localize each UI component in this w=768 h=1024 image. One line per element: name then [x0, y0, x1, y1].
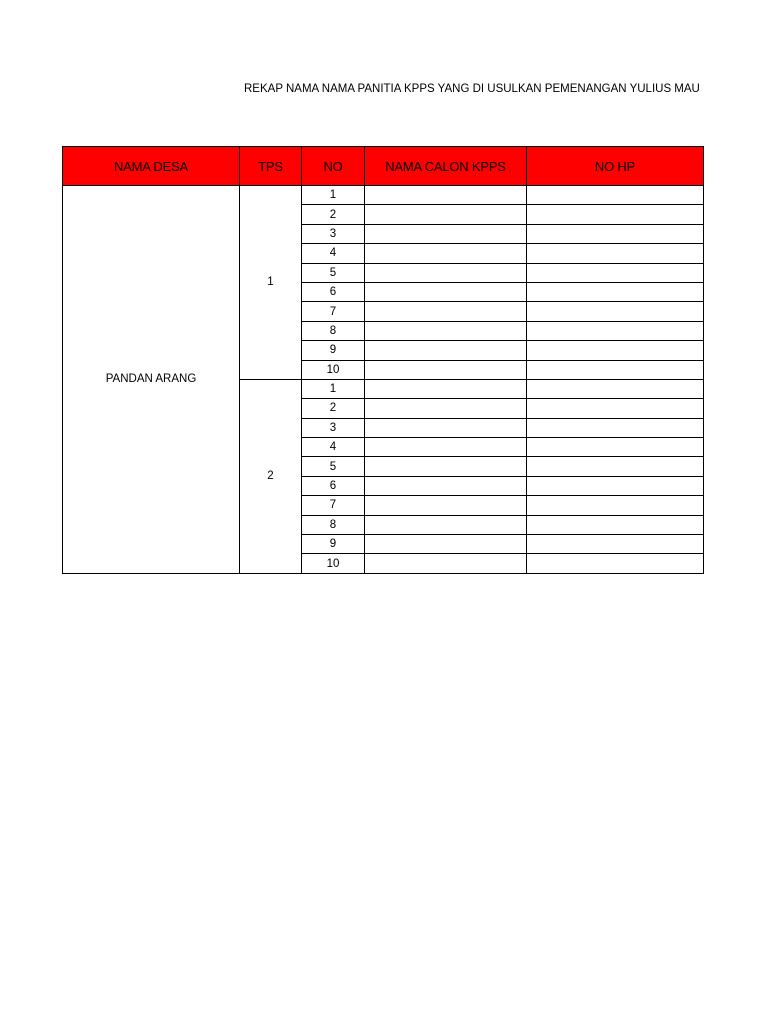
cell-no: 8 — [302, 515, 365, 534]
cell-nama-calon-kpps[interactable] — [365, 438, 527, 457]
cell-no-hp[interactable] — [527, 321, 704, 340]
cell-no-hp[interactable] — [527, 244, 704, 263]
cell-no: 5 — [302, 457, 365, 476]
cell-nama-calon-kpps[interactable] — [365, 341, 527, 360]
cell-nama-calon-kpps[interactable] — [365, 360, 527, 379]
cell-nama-calon-kpps[interactable] — [365, 418, 527, 437]
table-header-row — [63, 147, 704, 186]
cell-no: 10 — [302, 360, 365, 379]
cell-no: 4 — [302, 244, 365, 263]
cell-nama-desa: PANDAN ARANG — [63, 186, 240, 574]
cell-no-hp[interactable] — [527, 515, 704, 534]
cell-nama-calon-kpps[interactable] — [365, 224, 527, 243]
kpps-recap-table — [62, 146, 704, 574]
cell-no: 10 — [302, 554, 365, 573]
cell-no: 1 — [302, 379, 365, 398]
cell-no: 8 — [302, 321, 365, 340]
cell-nama-calon-kpps[interactable] — [365, 205, 527, 224]
cell-no-hp[interactable] — [527, 186, 704, 205]
cell-nama-calon-kpps[interactable] — [365, 186, 527, 205]
cell-no-hp[interactable] — [527, 224, 704, 243]
cell-no: 2 — [302, 205, 365, 224]
cell-no-hp[interactable] — [527, 379, 704, 398]
cell-no-hp[interactable] — [527, 457, 704, 476]
header-nama-desa: NAMA DESA — [63, 147, 240, 186]
header-no: NO — [302, 147, 365, 186]
cell-no-hp[interactable] — [527, 360, 704, 379]
document-title: REKAP NAMA NAMA PANITIA KPPS YANG DI USULKAN PEMENANGAN YULIUS MAU — [244, 83, 700, 95]
cell-no: 5 — [302, 263, 365, 282]
cell-no-hp[interactable] — [527, 282, 704, 301]
cell-no-hp[interactable] — [527, 438, 704, 457]
cell-tps: 1 — [240, 186, 302, 380]
cell-no: 2 — [302, 399, 365, 418]
cell-no: 9 — [302, 535, 365, 554]
cell-no: 3 — [302, 224, 365, 243]
cell-no: 6 — [302, 476, 365, 495]
cell-no-hp[interactable] — [527, 476, 704, 495]
cell-nama-calon-kpps[interactable] — [365, 399, 527, 418]
cell-no: 4 — [302, 438, 365, 457]
header-tps: TPS — [240, 147, 302, 186]
cell-nama-calon-kpps[interactable] — [365, 554, 527, 573]
cell-tps: 2 — [240, 379, 302, 573]
cell-nama-calon-kpps[interactable] — [365, 321, 527, 340]
cell-nama-calon-kpps[interactable] — [365, 496, 527, 515]
cell-no: 7 — [302, 302, 365, 321]
cell-nama-calon-kpps[interactable] — [365, 476, 527, 495]
cell-no-hp[interactable] — [527, 399, 704, 418]
cell-no-hp[interactable] — [527, 302, 704, 321]
cell-nama-calon-kpps[interactable] — [365, 379, 527, 398]
table-body — [63, 186, 704, 574]
table-row — [63, 186, 704, 205]
cell-nama-calon-kpps[interactable] — [365, 535, 527, 554]
cell-no-hp[interactable] — [527, 263, 704, 282]
cell-no-hp[interactable] — [527, 341, 704, 360]
cell-nama-calon-kpps[interactable] — [365, 282, 527, 301]
cell-no-hp[interactable] — [527, 496, 704, 515]
cell-nama-calon-kpps[interactable] — [365, 302, 527, 321]
cell-no-hp[interactable] — [527, 554, 704, 573]
cell-no: 9 — [302, 341, 365, 360]
cell-no: 6 — [302, 282, 365, 301]
cell-nama-calon-kpps[interactable] — [365, 515, 527, 534]
cell-no-hp[interactable] — [527, 535, 704, 554]
header-nama-calon-kpps: NAMA CALON KPPS — [365, 147, 527, 186]
cell-no: 1 — [302, 186, 365, 205]
cell-no: 3 — [302, 418, 365, 437]
cell-nama-calon-kpps[interactable] — [365, 457, 527, 476]
cell-no: 7 — [302, 496, 365, 515]
cell-no-hp[interactable] — [527, 205, 704, 224]
cell-nama-calon-kpps[interactable] — [365, 263, 527, 282]
cell-no-hp[interactable] — [527, 418, 704, 437]
cell-nama-calon-kpps[interactable] — [365, 244, 527, 263]
header-no-hp: NO HP — [527, 147, 704, 186]
